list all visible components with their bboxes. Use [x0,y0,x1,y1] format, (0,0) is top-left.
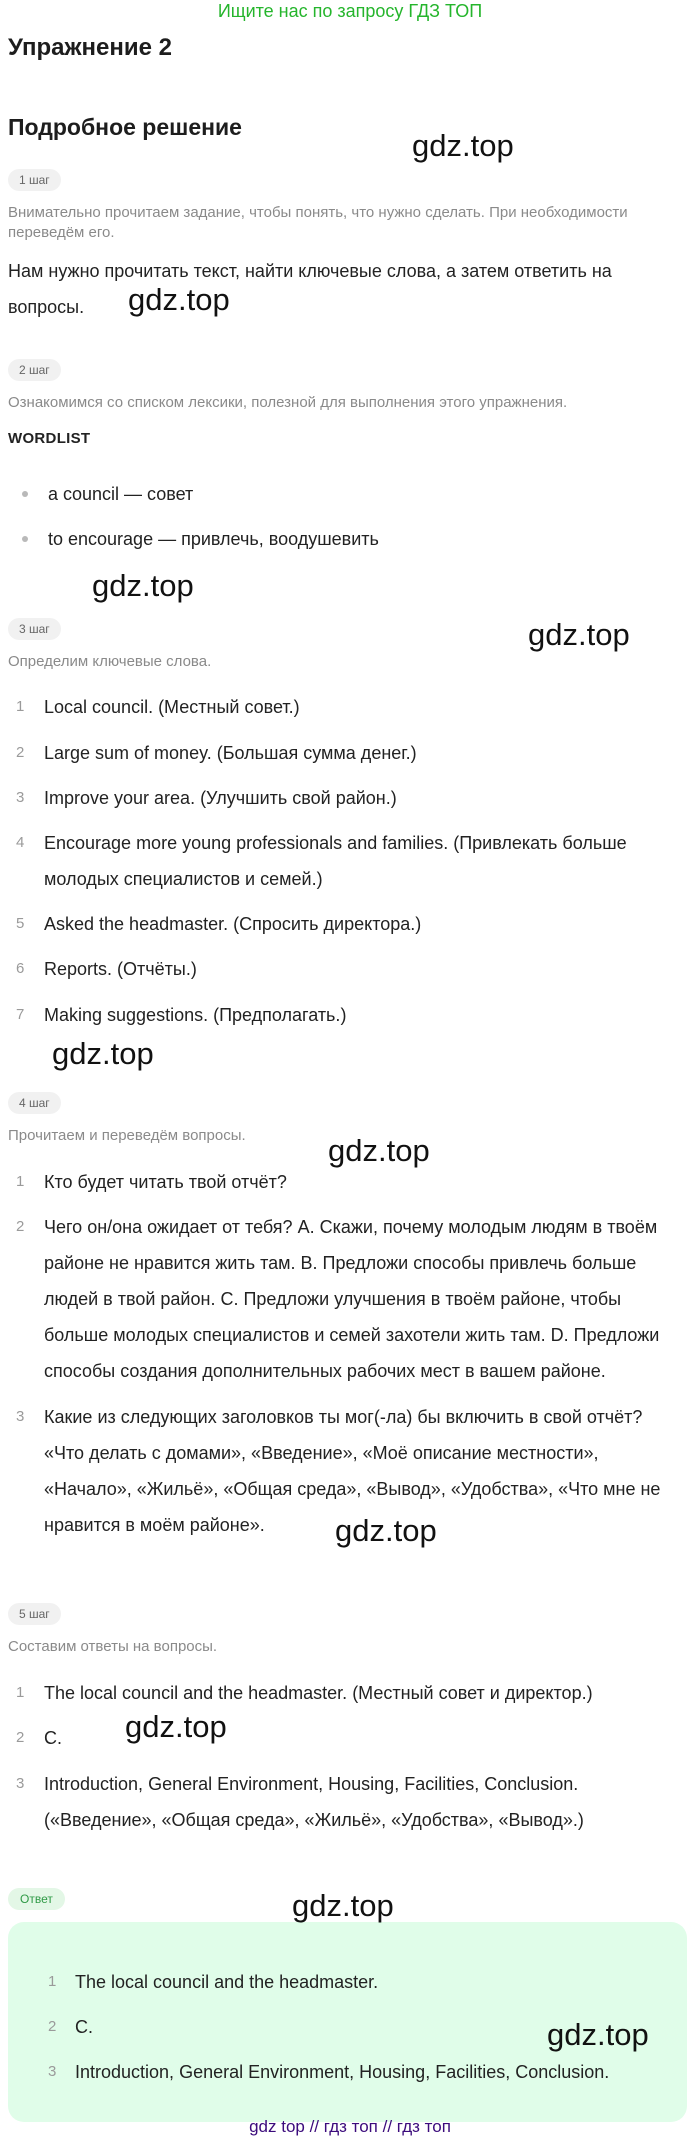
watermark: gdz.top [528,617,630,652]
list-item [16,1164,680,1200]
step-badge: 5 шаг [8,1603,61,1625]
item-number: 5 [16,915,25,932]
item-number: 3 [48,2063,57,2080]
list-item [16,1720,680,1756]
watermark: gdz.top [328,1133,430,1168]
list-item [16,825,680,897]
watermark: gdz.top [292,1888,394,1923]
item-text: C. [44,1728,62,1748]
page-title: Упражнение 2 [8,34,172,61]
item-text: Local council. (Местный совет.) [44,697,300,717]
footer-links[interactable]: gdz top // гдз топ // гдз топ [249,2117,451,2136]
promo-banner[interactable]: Ищите нас по запросу ГДЗ ТОП [217,1,483,21]
step-badge: 3 шаг [8,618,61,640]
wordlist-title: WORDLIST [8,430,91,447]
item-number: 1 [16,1173,25,1190]
item-number: 1 [16,1684,25,1701]
item-number: 7 [16,1006,25,1023]
item-text: C. [75,2017,93,2037]
section-title: Подробное решение [8,114,242,140]
item-number: 2 [16,1218,25,1235]
item-number: 6 [16,960,25,977]
item-text: Large sum of money. (Большая сумма денег.) [44,743,417,763]
list-item [16,735,680,771]
item-text: Reports. (Отчёты.) [44,959,197,979]
item-text: The local council and the headmaster. (Местный совет и директор.) [44,1683,593,1703]
step-hint: Определим ключевые слова. [8,653,212,670]
item-number: 2 [48,2018,57,2035]
item-text: The local council and the headmaster. [75,1972,379,1992]
item-text: Чего он/она ожидает от тебя? A. Скажи, почему молодым людям в твоём районе не нравится жить там. B. Предложи способы привлечь больше людей в твой район. C. Предложи улучшения в твоём районе, чтобы больше молодых специалистов и семей захотели жить там. D. Предложи способы создания дополнительных рабочих мест в вашем районе. [44,1217,660,1381]
watermark: gdz.top [547,2017,649,2052]
item-text: Asked the headmaster. (Спросить директора.) [44,914,422,934]
bullet-icon [22,491,28,497]
step-hint: Ознакомимся со списком лексики, полезной для выполнения этого упражнения. [8,394,568,411]
list-item [16,1209,680,1389]
list-item [16,906,680,942]
list-item [16,997,680,1033]
item-text: Кто будет читать твой отчёт? [44,1172,287,1192]
item-text: Encourage more young professionals and families. (Привлекать больше молодых специалистов и семей.) [44,833,627,889]
item-number: 2 [16,744,25,761]
step-hint: Внимательно прочитаем задание, чтобы понять, что нужно сделать. При необходимости переведём его. [8,204,628,241]
item-text: Making suggestions. (Предполагать.) [44,1005,347,1025]
item-number: 3 [16,1775,25,1792]
watermark: gdz.top [128,282,230,317]
list-item [16,780,680,816]
list-item [16,1766,680,1838]
item-number: 3 [16,789,25,806]
item-number: 3 [16,1408,25,1425]
item-number: 1 [16,698,25,715]
list-item [16,689,680,725]
step-badge: 1 шаг [8,169,61,191]
list-item [16,1675,680,1711]
word-entry: a council — совет [48,484,194,504]
step-hint: Прочитаем и переведём вопросы. [8,1127,246,1144]
item-number: 2 [16,1729,25,1746]
step-text: Нам нужно прочитать текст, найти ключевые слова, а затем ответить на вопросы. [8,261,612,317]
item-text: Introduction, General Environment, Housing, Facilities, Conclusion. («Введение», «Общая среда», «Жильё», «Удобства», «Вывод».) [44,1774,584,1830]
item-text: Introduction, General Environment, Housing, Facilities, Conclusion. [75,2062,610,2082]
step-hint: Составим ответы на вопросы. [8,1638,218,1655]
watermark: gdz.top [52,1036,154,1071]
item-text: Какие из следующих заголовков ты мог(-ла) бы включить в свой отчёт? «Что делать с домами», «Введение», «Моё описание местности», «Начало», «Жильё», «Общая среда», «Вывод», «Удобства», «Что мне не нравится в моём районе». [44,1407,661,1535]
watermark: gdz.top [412,128,514,163]
watermark: gdz.top [92,568,194,603]
step-badge: 2 шаг [8,359,61,381]
step-badge: 4 шаг [8,1092,61,1114]
answer-badge: Ответ [8,1888,65,1910]
item-number: 4 [16,834,25,851]
watermark: gdz.top [125,1709,227,1744]
watermark: gdz.top [335,1513,437,1548]
word-entry: to encourage — привлечь, воодушевить [48,529,379,549]
list-item [16,951,680,987]
bullet-icon [22,536,28,542]
item-text: Improve your area. (Улучшить свой район.) [44,788,397,808]
item-number: 1 [48,1973,57,1990]
